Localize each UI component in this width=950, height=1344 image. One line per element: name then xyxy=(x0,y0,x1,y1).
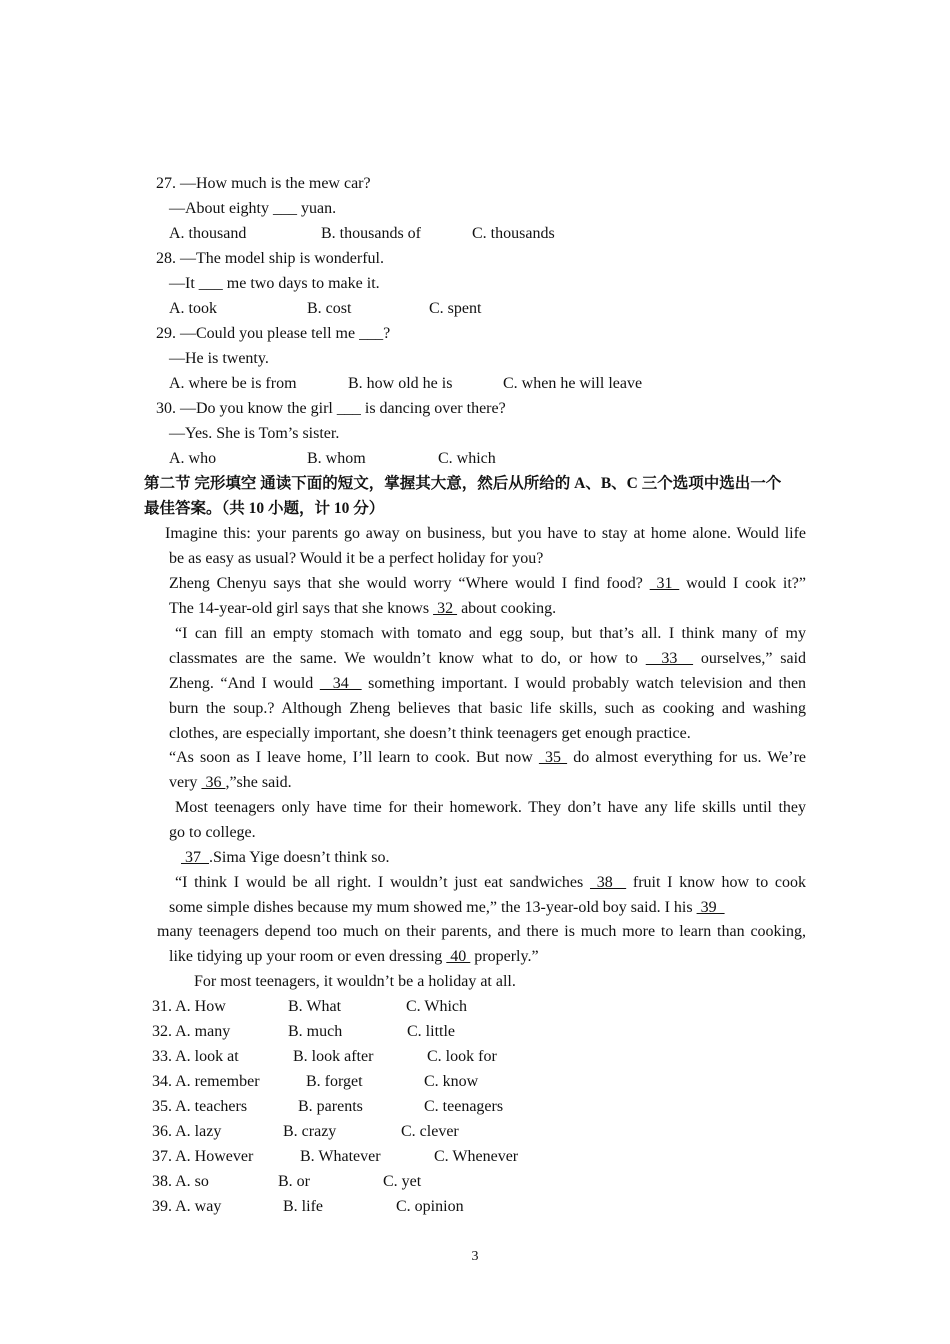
question-32-option-b: B. much xyxy=(288,1023,343,1040)
question-32-option-c: C. little xyxy=(407,1023,455,1040)
question-28-stem: 28. —The model ship is wonderful. xyxy=(156,250,384,267)
passage-text: “I think I would be all right. I wouldn’t just eat sandwiches xyxy=(175,874,584,891)
question-37-option-b: B. Whatever xyxy=(300,1148,381,1165)
question-29-option-c: C. when he will leave xyxy=(503,375,643,392)
passage-line-3 xyxy=(169,574,806,594)
question-35-option-c: C. teenagers xyxy=(424,1098,504,1115)
question-38-option-b: B. or xyxy=(278,1173,310,1190)
question-37-option-c: C. Whenever xyxy=(434,1148,519,1165)
question-28-answer: —It ___ me two days to make it. xyxy=(169,275,380,292)
blank-35: 35 xyxy=(538,749,568,766)
passage-text: properly.” xyxy=(474,948,539,965)
passage-line-18 xyxy=(169,947,539,967)
blank-39: 39 xyxy=(696,899,725,916)
question-30-option-b: B. whom xyxy=(307,450,366,467)
question-34-option-c: C. know xyxy=(424,1073,479,1090)
question-38-option-a: 38. A. so xyxy=(152,1173,209,1190)
passage-text: classmates are the same. We wouldn’t know what to do, or how to xyxy=(169,650,638,667)
question-27-stem: 27. —How much is the mew car? xyxy=(156,175,371,192)
question-39-option-a: 39. A. way xyxy=(152,1198,222,1215)
passage-line-15 xyxy=(175,873,806,893)
question-30-stem: 30. —Do you know the girl ___ is dancing over there? xyxy=(156,400,506,417)
passage-line-7 xyxy=(169,674,806,694)
question-30-option-c: C. which xyxy=(438,450,496,467)
question-29-option-b: B. how old he is xyxy=(348,375,453,392)
section-heading-line2: 最佳答案。（共 10 小题，计 10 分） xyxy=(144,500,385,517)
question-36-option-c: C. clever xyxy=(401,1123,459,1140)
question-27-answer: —About eighty ___ yuan. xyxy=(169,200,337,217)
question-35-option-a: 35. A. teachers xyxy=(152,1098,248,1115)
passage-text: some simple dishes because my mum showed me,” the 13-year-old boy said. I his xyxy=(169,899,693,916)
question-36-option-b: B. crazy xyxy=(283,1123,337,1140)
passage-text: do almost everything for us. We’re xyxy=(573,749,807,766)
question-35-option-b: B. parents xyxy=(298,1098,363,1115)
question-31-option-b: B. What xyxy=(288,998,342,1015)
passage-line-19: For most teenagers, it wouldn’t be a holiday at all. xyxy=(194,973,516,990)
question-27-option-c: C. thousands xyxy=(472,225,555,242)
passage-text: .Sima Yige doesn’t think so. xyxy=(209,849,390,866)
question-27-option-a: A. thousand xyxy=(169,225,247,242)
passage-line-13: go to college. xyxy=(169,824,256,841)
passage-text: ourselves,” said xyxy=(700,650,807,667)
blank-36: 36 xyxy=(201,774,226,791)
question-28-option-c: C. spent xyxy=(429,300,482,317)
question-28-option-a: A. took xyxy=(169,300,217,317)
question-33-option-a: 33. A. look at xyxy=(152,1048,239,1065)
question-31-option-a: 31. A. How xyxy=(152,998,226,1015)
passage-line-11 xyxy=(169,773,292,793)
question-33-option-b: B. look after xyxy=(293,1048,374,1065)
passage-text: Zheng Chenyu says that she would worry “Where would I find food? xyxy=(169,575,643,592)
question-30-answer: —Yes. She is Tom’s sister. xyxy=(169,425,340,442)
passage-line-16 xyxy=(169,898,725,918)
blank-40: 40 xyxy=(446,948,471,965)
passage-text: Zheng. “And I would xyxy=(169,675,314,692)
passage-text: something important. I would probably watch television and then xyxy=(368,675,807,692)
passage-line-17: many teenagers depend too much on their parents, and there is much more to learn than cooking, xyxy=(157,923,806,940)
section-heading-line1: 第二节 完形填空 通读下面的短文，掌握其大意，然后从所给的 A、B、C 三个选项中选出一个 xyxy=(144,475,782,492)
passage-line-9: clothes, are especially important, she doesn’t think teenagers get enough practice. xyxy=(169,725,691,742)
passage-line-4 xyxy=(169,599,556,619)
passage-line-6 xyxy=(169,649,806,669)
passage-line-8: burn the soup.? Although Zheng believes that basic life skills, such as cooking and washing xyxy=(169,700,806,717)
blank-38: 38 xyxy=(589,874,627,891)
passage-text: ,”she said. xyxy=(225,774,292,791)
passage-line-10 xyxy=(169,748,806,768)
page-number: 3 xyxy=(471,1249,479,1264)
question-29-answer: —He is twenty. xyxy=(169,350,269,367)
question-33-option-c: C. look for xyxy=(427,1048,497,1065)
passage-text: fruit I know how to cook xyxy=(632,874,807,891)
question-31-option-c: C. Which xyxy=(406,998,468,1015)
passage-line-5: “I can fill an empty stomach with tomato and egg soup, but that’s all. I think many of my xyxy=(175,625,806,642)
passage-text: would I cook it?” xyxy=(686,575,807,592)
question-29-option-a: A. where be is from xyxy=(169,375,297,392)
question-32-option-a: 32. A. many xyxy=(152,1023,231,1040)
question-29-stem: 29. —Could you please tell me ___? xyxy=(156,325,391,342)
question-39-option-c: C. opinion xyxy=(396,1198,464,1215)
blank-37: 37 xyxy=(181,849,209,866)
question-30-option-a: A. who xyxy=(169,450,217,467)
passage-text: The 14-year-old girl says that she knows xyxy=(169,600,430,617)
question-36-option-a: 36. A. lazy xyxy=(152,1123,222,1140)
question-34-option-a: 34. A. remember xyxy=(152,1073,260,1090)
question-39-option-b: B. life xyxy=(283,1198,323,1215)
question-37-option-a: 37. A. However xyxy=(152,1148,254,1165)
blank-31: 31 xyxy=(649,575,680,592)
passage-line-2: be as easy as usual? Would it be a perfect holiday for you? xyxy=(169,550,544,567)
passage-text: very xyxy=(169,774,198,791)
passage-line-14 xyxy=(181,848,389,868)
passage-text: “As soon as I leave home, I’ll learn to cook. But now xyxy=(169,749,533,766)
blank-33: 33 xyxy=(645,650,694,667)
passage-line-12: Most teenagers only have time for their homework. They don’t have any life skills until they xyxy=(175,799,806,816)
passage-text: like tidying up your room or even dressing xyxy=(169,948,443,965)
question-34-option-b: B. forget xyxy=(306,1073,363,1090)
question-27-option-b: B. thousands of xyxy=(321,225,421,242)
passage-text: about cooking. xyxy=(461,600,557,617)
question-28-option-b: B. cost xyxy=(307,300,352,317)
blank-34: 34 xyxy=(319,675,362,692)
blank-32: 32 xyxy=(433,600,458,617)
passage-line-1: Imagine this: your parents go away on business, but you have to stay at home alone. Would life xyxy=(165,525,806,542)
question-38-option-c: C. yet xyxy=(383,1173,422,1190)
